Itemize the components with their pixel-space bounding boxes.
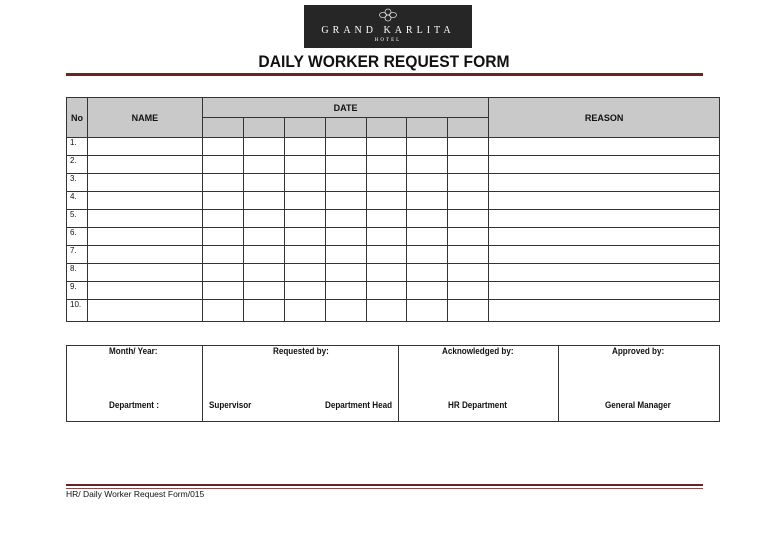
date-cell[interactable] <box>202 138 243 156</box>
date-cell[interactable] <box>407 300 448 322</box>
date-cell[interactable] <box>448 210 489 228</box>
date-cell[interactable] <box>448 192 489 210</box>
request-table <box>66 97 720 322</box>
date-cell[interactable] <box>243 210 284 228</box>
name-cell[interactable] <box>87 174 202 192</box>
date-cell[interactable] <box>407 210 448 228</box>
date-cell[interactable] <box>407 192 448 210</box>
supervisor-label: Supervisor <box>208 400 252 410</box>
signature-table <box>66 345 720 422</box>
table-row <box>67 210 720 228</box>
date-cell[interactable] <box>202 282 243 300</box>
date-cell[interactable] <box>284 210 325 228</box>
date-cell[interactable] <box>284 156 325 174</box>
logo-sub-text: HOTEL <box>374 38 402 43</box>
date-cell[interactable] <box>366 300 407 322</box>
row-number: 4. <box>67 192 88 210</box>
reason-cell[interactable] <box>489 282 720 300</box>
date-cell[interactable] <box>284 300 325 322</box>
date-cell[interactable] <box>448 264 489 282</box>
date-cell[interactable] <box>243 264 284 282</box>
name-cell[interactable] <box>87 210 202 228</box>
date-subcolumn <box>284 118 325 138</box>
date-cell[interactable] <box>325 282 366 300</box>
date-cell[interactable] <box>366 264 407 282</box>
hotel-logo <box>304 5 472 48</box>
date-cell[interactable] <box>448 138 489 156</box>
date-subcolumn <box>202 118 243 138</box>
table-row <box>67 174 720 192</box>
date-cell[interactable] <box>202 300 243 322</box>
table-row <box>67 156 720 174</box>
date-cell[interactable] <box>366 282 407 300</box>
date-cell[interactable] <box>284 264 325 282</box>
date-cell[interactable] <box>407 174 448 192</box>
row-number: 8. <box>67 264 88 282</box>
reason-cell[interactable] <box>489 174 720 192</box>
date-cell[interactable] <box>243 228 284 246</box>
reason-cell[interactable] <box>489 264 720 282</box>
date-cell[interactable] <box>325 156 366 174</box>
date-cell[interactable] <box>407 156 448 174</box>
table-row <box>67 192 720 210</box>
requested-by-label: Requested by: <box>272 346 329 356</box>
general-manager-label: General Manager <box>605 400 671 410</box>
date-cell[interactable] <box>243 174 284 192</box>
date-cell[interactable] <box>325 138 366 156</box>
department-label: Department : <box>109 400 159 410</box>
date-cell[interactable] <box>366 228 407 246</box>
date-cell[interactable] <box>407 246 448 264</box>
name-cell[interactable] <box>87 300 202 322</box>
date-cell[interactable] <box>284 192 325 210</box>
date-cell[interactable] <box>325 192 366 210</box>
date-cell[interactable] <box>325 246 366 264</box>
row-number: 9. <box>67 282 88 300</box>
date-cell[interactable] <box>448 174 489 192</box>
department-head-label: Department Head <box>324 400 392 410</box>
date-cell[interactable] <box>202 174 243 192</box>
date-cell[interactable] <box>325 300 366 322</box>
date-cell[interactable] <box>284 228 325 246</box>
row-number: 5. <box>67 210 88 228</box>
date-cell[interactable] <box>366 174 407 192</box>
date-cell[interactable] <box>284 174 325 192</box>
month-year-cell[interactable] <box>67 346 203 422</box>
date-cell[interactable] <box>325 210 366 228</box>
date-subcolumn <box>243 118 284 138</box>
row-number: 1. <box>67 138 88 156</box>
reason-cell[interactable] <box>489 192 720 210</box>
name-cell[interactable] <box>87 246 202 264</box>
reason-cell[interactable] <box>489 228 720 246</box>
acknowledged-by-cell[interactable] <box>399 346 559 422</box>
date-cell[interactable] <box>284 282 325 300</box>
date-subcolumn <box>325 118 366 138</box>
date-subcolumn <box>448 118 489 138</box>
date-cell[interactable] <box>448 300 489 322</box>
reason-cell[interactable] <box>489 156 720 174</box>
date-cell[interactable] <box>243 300 284 322</box>
date-cell[interactable] <box>243 282 284 300</box>
date-subcolumn <box>407 118 448 138</box>
table-row <box>67 246 720 264</box>
date-cell[interactable] <box>448 282 489 300</box>
logo-brand-text: GRAND KARLITA <box>321 25 455 36</box>
date-cell[interactable] <box>202 192 243 210</box>
date-cell[interactable] <box>366 192 407 210</box>
row-number: 6. <box>67 228 88 246</box>
name-cell[interactable] <box>87 138 202 156</box>
date-cell[interactable] <box>366 210 407 228</box>
approved-by-cell[interactable] <box>559 346 720 422</box>
date-cell[interactable] <box>407 282 448 300</box>
date-cell[interactable] <box>448 228 489 246</box>
date-cell[interactable] <box>325 174 366 192</box>
date-cell[interactable] <box>325 228 366 246</box>
header-reason: REASON <box>489 98 720 138</box>
date-cell[interactable] <box>407 228 448 246</box>
table-row <box>67 300 720 322</box>
row-number: 10. <box>67 300 88 322</box>
flower-emblem-icon <box>377 8 399 22</box>
table-row <box>67 264 720 282</box>
name-cell[interactable] <box>87 264 202 282</box>
reason-cell[interactable] <box>489 246 720 264</box>
date-cell[interactable] <box>407 138 448 156</box>
footer-divider <box>66 484 703 486</box>
table-row <box>67 228 720 246</box>
date-cell[interactable] <box>366 246 407 264</box>
date-cell[interactable] <box>202 210 243 228</box>
reason-cell[interactable] <box>489 138 720 156</box>
date-cell[interactable] <box>284 138 325 156</box>
date-cell[interactable] <box>448 156 489 174</box>
name-cell[interactable] <box>87 192 202 210</box>
approved-by-label: Approved by: <box>612 346 665 356</box>
row-number: 2. <box>67 156 88 174</box>
date-cell[interactable] <box>243 138 284 156</box>
header-date: DATE <box>202 98 488 118</box>
date-cell[interactable] <box>202 246 243 264</box>
form-title: DAILY WORKER REQUEST FORM <box>258 52 510 71</box>
row-number: 7. <box>67 246 88 264</box>
date-cell[interactable] <box>202 156 243 174</box>
header-no: No <box>67 98 88 138</box>
date-cell[interactable] <box>325 264 366 282</box>
date-cell[interactable] <box>243 156 284 174</box>
date-cell[interactable] <box>407 264 448 282</box>
name-cell[interactable] <box>87 156 202 174</box>
table-row <box>67 282 720 300</box>
month-year-label: Month/ Year: <box>109 346 158 356</box>
reason-cell[interactable] <box>489 300 720 322</box>
date-cell[interactable] <box>202 264 243 282</box>
footer-form-code: HR/ Daily Worker Request Form/015 <box>66 489 205 499</box>
hr-department-label: HR Department <box>448 400 508 410</box>
title-divider <box>66 73 703 76</box>
date-cell[interactable] <box>243 246 284 264</box>
header-name: NAME <box>87 98 202 138</box>
requested-by-cell[interactable] <box>202 346 399 422</box>
acknowledged-by-label: Acknowledged by: <box>442 346 515 356</box>
name-cell[interactable] <box>87 282 202 300</box>
date-cell[interactable] <box>243 192 284 210</box>
date-cell[interactable] <box>448 246 489 264</box>
date-cell[interactable] <box>366 156 407 174</box>
date-cell[interactable] <box>284 246 325 264</box>
date-cell[interactable] <box>366 138 407 156</box>
date-cell[interactable] <box>202 228 243 246</box>
name-cell[interactable] <box>87 228 202 246</box>
date-subcolumn <box>366 118 407 138</box>
table-row <box>67 138 720 156</box>
reason-cell[interactable] <box>489 210 720 228</box>
row-number: 3. <box>67 174 88 192</box>
